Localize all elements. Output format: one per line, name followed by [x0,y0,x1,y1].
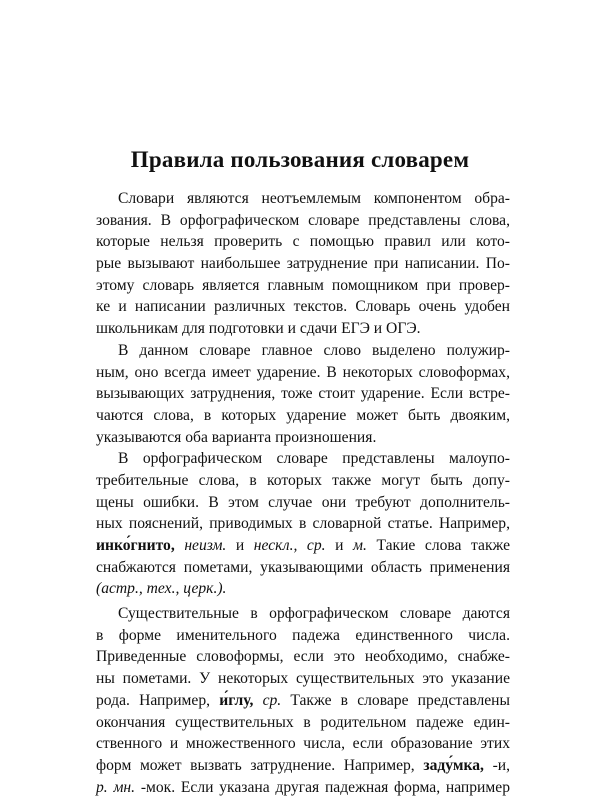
text-line: которые нельзя проверить с помощью правил или кото- [96,233,510,251]
abbreviation: м. [353,537,367,554]
headword: инко́гнито, [96,537,175,554]
page-title: Правила пользования словарем [130,147,470,172]
text-line: ке и написании различных текстов. Словарь очень удобен [96,298,510,316]
text-line: этому словарь является главным помощником при провер- [96,276,510,294]
text-line: щены ошибки. В этом случае они требуют дополнитель- [96,493,510,511]
text-line [96,777,510,798]
text-line: вызывающих затруднения, тоже стоит ударение. Если встре- [96,385,510,403]
text-line: ным, оно всегда имеет ударение. В некоторых словоформах, [96,363,510,381]
text-line: в форме именительного падежа единственного числа. [96,626,510,644]
text-line: Приведенные словоформы, если это необходимо, снабже- [96,648,510,666]
text-line: В орфографическом словаре представлены малоупо- [118,450,510,468]
text-line: зования. В орфографическом словаре представлены слова, [96,211,510,229]
abbreviation: неизм. [184,537,227,554]
abbreviation-list: (астр., тех., церк.). [96,580,227,598]
example-line [96,755,510,777]
text-line [96,578,510,600]
text-line: В данном словаре главное слово выделено полужир- [118,341,510,359]
text-line: рые вызывают наибольшее затруднение при написании. По- [96,255,510,273]
example-line [96,690,510,712]
abbreviation: р. мн. [96,778,136,796]
text-line: ны пометами. У некоторых существительных это указание [96,670,510,688]
text-line: требительные слова, в которых также могут быть допу- [96,471,510,489]
text-line: ственного и множественного числа, если образование этих [96,735,510,753]
text-line: школьникам для подготовки и сдачи ЕГЭ и ОГЭ. [96,320,421,338]
conjunction: и [235,537,245,554]
text-fragment: -и, [492,756,511,774]
body-text [96,188,510,798]
abbreviation: нескл., ср. [253,537,326,554]
text-fragment: Такие слова также [376,537,511,554]
text-line: указываются оба варианта произношения. [96,428,377,446]
text-line: ных пояснений, приводимых в словарной статье. Например, [96,515,510,533]
text-line: Существительные в орфографическом словаре даются [118,605,510,623]
text-line: чаются слова, в которых ударение может быть двояким, [96,406,510,424]
text-line: снабжаются пометами, указывающими область применения [96,558,510,576]
text-fragment: рода. Например, [96,691,211,709]
headword: и́глу, [219,691,254,709]
text-fragment: форм может вызвать затруднение. Например, [96,756,415,774]
conjunction: и [335,537,344,554]
headword: заду́мка, [423,756,484,774]
text-fragment: Также в словаре представлены [290,691,511,709]
abbreviation: ср. [262,691,282,709]
text-fragment: -мок. Если указана другая падежная форма, например [140,778,510,796]
text-line: Словари являются неотъемлемым компонентом обра- [118,190,510,207]
example-line [96,535,510,557]
text-line: окончания существительных в родительном падеже един- [96,713,510,731]
